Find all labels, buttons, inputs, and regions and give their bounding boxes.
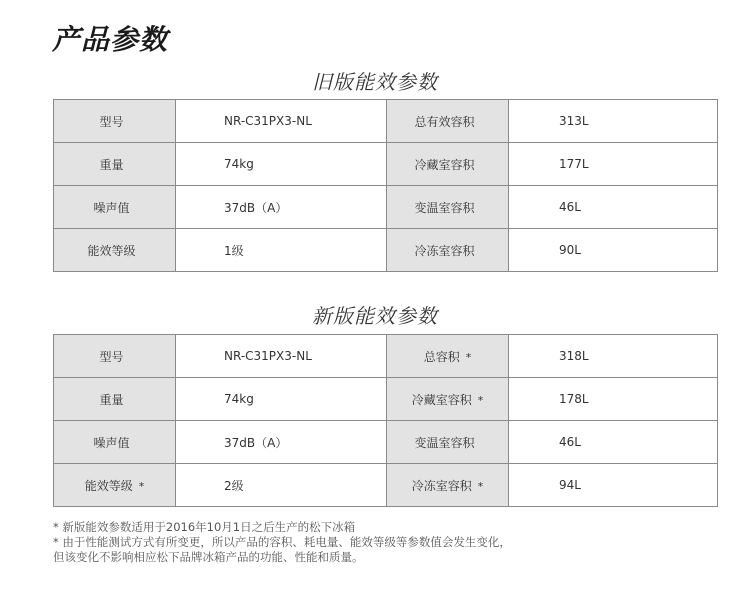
spec-label (387, 464, 509, 507)
spec-label (54, 421, 176, 464)
spec-label (387, 421, 509, 464)
footnote: * 由于性能测试方式有所变更，所以产品的容积、耗电量、能效等级等参数值会发生变化， (53, 535, 511, 549)
spec-value (509, 421, 718, 464)
spec-label (54, 186, 176, 229)
table-row (54, 229, 718, 272)
spec-label-text: 能效等级 (87, 243, 136, 258)
spec-value-text: 37dB（A） (224, 200, 288, 215)
spec-label (54, 100, 176, 143)
spec-value-text: 90L (559, 243, 581, 257)
spec-value (176, 378, 387, 421)
table-row (54, 335, 718, 378)
spec-value-text: 46L (559, 200, 581, 214)
spec-value-text: NR-C31PX3-NL (224, 114, 312, 128)
spec-value-text: 318L (559, 349, 589, 363)
spec-value (509, 143, 718, 186)
spec-value-text: 37dB（A） (224, 435, 288, 450)
asterisk: * (477, 393, 484, 407)
spec-value (509, 186, 718, 229)
spec-label-text: 冷冻室容积 (411, 478, 472, 493)
footnote: 但该变化不影响相应松下品牌冰箱产品的功能、性能和质量。 (53, 550, 364, 564)
spec-value-text: 46L (559, 435, 581, 449)
spec-label-text: 冷冻室容积 (414, 243, 475, 258)
spec-value (176, 100, 387, 143)
spec-label (54, 378, 176, 421)
page-title: 产品参数 (52, 23, 169, 56)
spec-label-text: 变温室容积 (414, 435, 475, 450)
spec-value (176, 229, 387, 272)
spec-value (176, 421, 387, 464)
spec-table-old (53, 99, 718, 272)
spec-value (509, 229, 718, 272)
spec-value (509, 464, 718, 507)
spec-value (176, 335, 387, 378)
spec-label-text: 型号 (99, 349, 124, 364)
asterisk: * (465, 350, 472, 364)
table-row (54, 464, 718, 507)
spec-label-text: 噪声值 (93, 435, 130, 450)
spec-label (387, 229, 509, 272)
spec-value (509, 335, 718, 378)
spec-label (54, 335, 176, 378)
spec-value (176, 143, 387, 186)
section-title-new: 新版能效参数 (312, 304, 438, 328)
spec-value-text: 74kg (224, 157, 254, 171)
spec-table-new (53, 334, 718, 507)
asterisk: * (477, 479, 484, 493)
spec-label-text: 重量 (99, 157, 124, 172)
spec-label-text: 冷藏室容积 (414, 157, 475, 172)
asterisk: * (138, 479, 145, 493)
spec-value-text: 177L (559, 157, 589, 171)
spec-label-text: 总容积 (423, 349, 460, 364)
spec-value-text: NR-C31PX3-NL (224, 349, 312, 363)
spec-label-text: 变温室容积 (414, 200, 475, 215)
spec-label (387, 143, 509, 186)
footnotes (53, 520, 511, 565)
spec-label (54, 229, 176, 272)
spec-label-text: 总有效容积 (414, 114, 475, 129)
table-row (54, 100, 718, 143)
table-row (54, 186, 718, 229)
spec-value-text: 94L (559, 478, 581, 492)
section-title-old: 旧版能效参数 (312, 70, 438, 94)
table-row (54, 378, 718, 421)
spec-value-text: 313L (559, 114, 589, 128)
spec-value-text: 1级 (224, 243, 244, 258)
spec-value-text: 178L (559, 392, 589, 406)
spec-value-text: 74kg (224, 392, 254, 406)
spec-label (387, 378, 509, 421)
table-row (54, 421, 718, 464)
table-row (54, 143, 718, 186)
spec-value (509, 378, 718, 421)
spec-label (54, 464, 176, 507)
spec-label-text: 冷藏室容积 (411, 392, 472, 407)
footnote: * 新版能效参数适用于2016年10月1日之后生产的松下冰箱 (53, 520, 356, 534)
spec-label (387, 100, 509, 143)
spec-label-text: 噪声值 (93, 200, 130, 215)
spec-value (176, 186, 387, 229)
spec-label-text: 型号 (99, 114, 124, 129)
spec-value-text: 2级 (224, 478, 244, 493)
spec-value (176, 464, 387, 507)
spec-label-text: 能效等级 (84, 478, 133, 493)
spec-label (387, 335, 509, 378)
spec-value (509, 100, 718, 143)
spec-label (54, 143, 176, 186)
spec-label-text: 重量 (99, 392, 124, 407)
spec-label (387, 186, 509, 229)
